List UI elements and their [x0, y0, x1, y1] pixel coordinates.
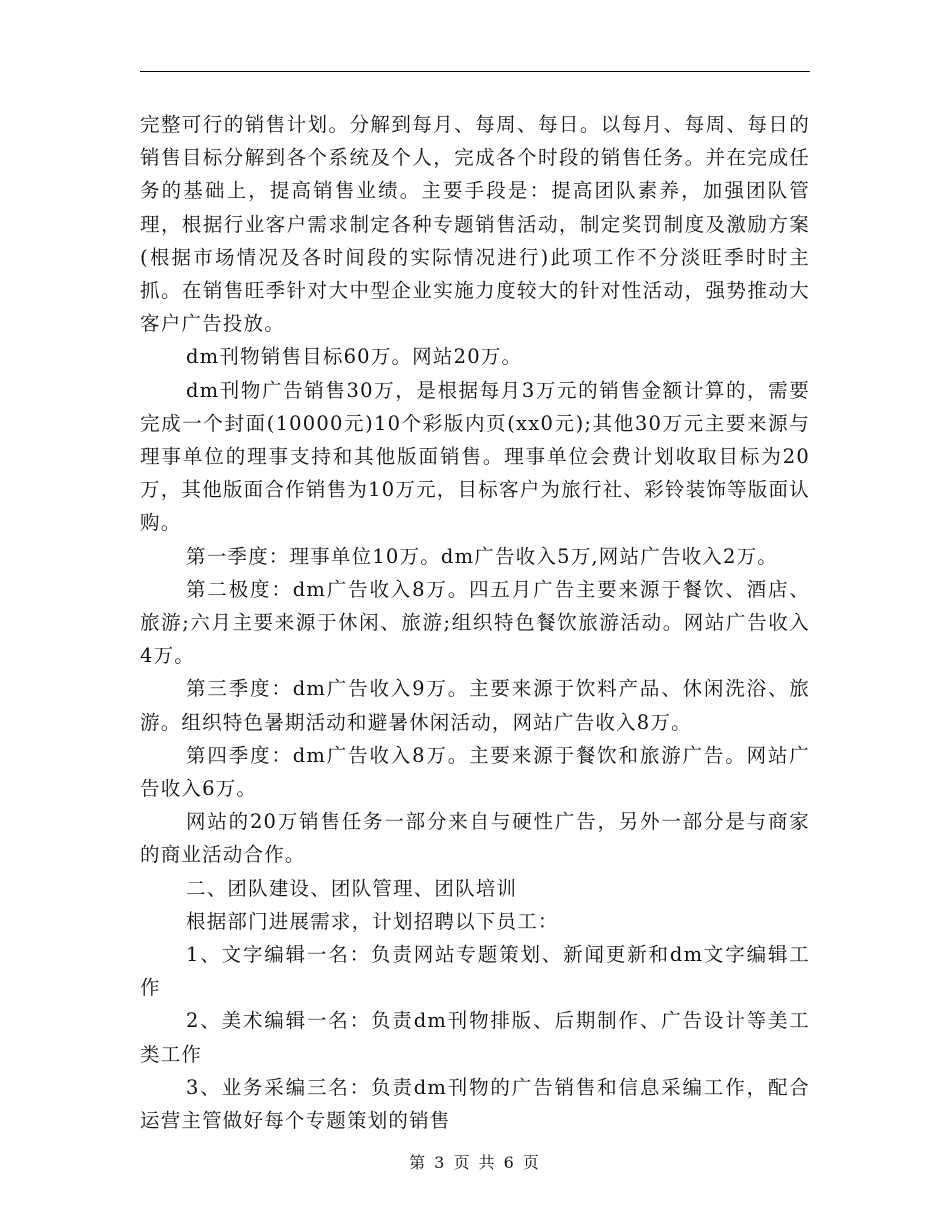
paragraph: 根据部门进展需求，计划招聘以下员工：: [186, 909, 559, 933]
header-rule: [140, 71, 810, 72]
document-body: [140, 108, 810, 1137]
paragraph: dm刊物销售目标60万。网站20万。: [186, 345, 523, 369]
paragraph: dm刊物广告销售30万，是根据每月3万元的销售金额计算的，需要完成一个封面(10000元)10个彩版内页(xx0元);其他30万元主要来源与理事单位的理事支持和其他版面销售。理事单位会费计划收取目标为20万，其他版面合作销售为10万元，目标客户为旅行社、彩铃装饰等版面认购。: [140, 378, 810, 535]
page-number: 第 3 页 共 6 页: [409, 1153, 541, 1172]
section-heading: 二、团队建设、团队管理、团队培训: [186, 876, 518, 900]
paragraph: 第二极度：dm广告收入8万。四五月广告主要来源于餐饮、酒店、旅游;六月主要来源于休闲、旅游;组织特色餐饮旅游活动。网站广告收入4万。: [140, 577, 810, 668]
list-item: 3、业务采编三名：负责dm刊物的广告销售和信息采编工作，配合运营主管做好每个专题策划的销售: [140, 1075, 810, 1133]
paragraph: 完整可行的销售计划。分解到每月、每周、每日。以每月、每周、每日的销售目标分解到各个系统及个人，完成各个时段的销售任务。并在完成任务的基础上，提高销售业绩。主要手段是：提高团队素养，加强团队管理，根据行业客户需求制定各种专题销售活动，制定奖罚制度及激励方案(根据市场情况及各时间段的实际情况进行)此项工作不分淡旺季时时主抓。在销售旺季针对大中型企业实施力度较大的针对性活动，强势推动大客户广告投放。: [140, 113, 810, 336]
paragraph: 第三季度：dm广告收入9万。主要来源于饮料产品、休闲洗浴、旅游。组织特色暑期活动和避暑休闲活动，网站广告收入8万。: [140, 677, 810, 734]
paragraph: 第一季度：理事单位10万。dm广告收入5万,网站广告收入2万。: [186, 544, 778, 568]
list-item: 2、美术编辑一名：负责dm刊物排版、后期制作、广告设计等美工类工作: [140, 1009, 810, 1066]
paragraph: 第四季度：dm广告收入8万。主要来源于餐饮和旅游广告。网站广告收入6万。: [140, 743, 810, 801]
paragraph: 网站的20万销售任务一部分来自与硬性广告，另外一部分是与商家的商业活动合作。: [140, 810, 810, 867]
list-item: 1、文字编辑一名：负责网站专题策划、新闻更新和dm文字编辑工作: [140, 943, 810, 1000]
